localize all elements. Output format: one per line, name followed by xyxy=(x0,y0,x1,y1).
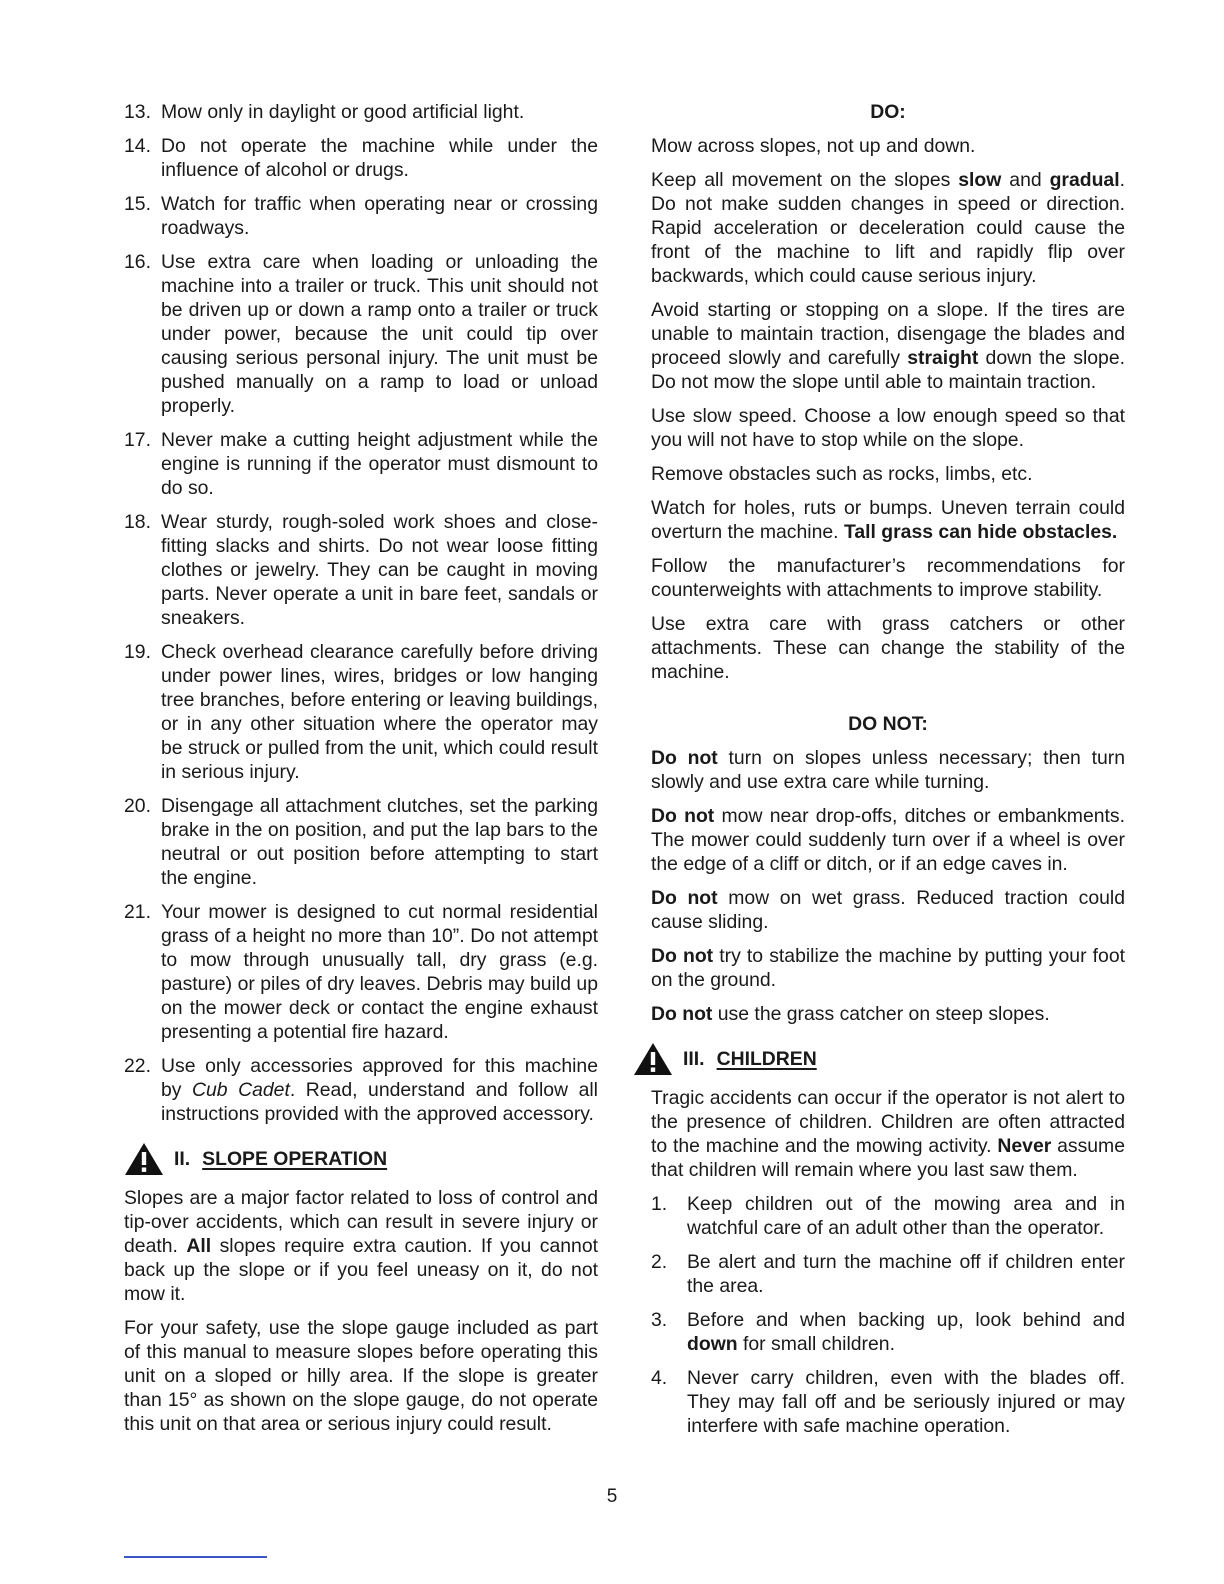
do-paragraph: Mow across slopes, not up and down. xyxy=(651,135,976,157)
list-item: 19. Check overhead clearance carefully before driving under power lines, wires, bridges or low hanging tree branches, before entering or leaving buildings, or in any other situation where the operator may be struck or pulled from the unit, which could result in serious injury. xyxy=(124,641,598,783)
do-not-heading: DO NOT: xyxy=(848,713,928,735)
do-not-paragraph: Do not mow on wet grass. Reduced traction could cause sliding. xyxy=(651,887,1125,933)
list-item: 1. Keep children out of the mowing area and in watchful care of an adult other than the operator. xyxy=(651,1193,1125,1239)
list-item: 16. Use extra care when loading or unloading the machine into a trailer or truck. This unit should not be driven up or down a ramp onto a trailer or truck under power, because the unit could tip over causing serious personal injury. The unit must be pushed manually on a ramp to load or unload properly. xyxy=(124,251,598,417)
list-item: 3. Before and when backing up, look behind and down for small children. xyxy=(651,1309,1125,1355)
list-item: 2. Be alert and turn the machine off if children enter the area. xyxy=(651,1251,1125,1297)
do-paragraph: Use slow speed. Choose a low enough speed so that you will not have to stop while on the slope. xyxy=(651,405,1125,451)
safety-rules-list xyxy=(124,100,598,1126)
list-item: 17. Never make a cutting height adjustment while the engine is running if the operator must dismount to do so. xyxy=(124,429,598,499)
footer-rule xyxy=(124,1556,267,1558)
section-title: CHILDREN xyxy=(716,1048,817,1070)
warning-icon xyxy=(124,1142,164,1176)
list-item: 13. Mow only in daylight or good artificial light. xyxy=(124,101,525,123)
section-heading-children: III. CHILDREN xyxy=(633,1042,1125,1076)
list-item: 22. Use only accessories approved for this machine by Cub Cadet. Read, understand and follow all instructions provided with the approved accessory. xyxy=(124,1055,598,1125)
do-paragraph: Keep all movement on the slopes slow and gradual. Do not make sudden changes in speed or direction. Rapid acceleration or deceleration could cause the front of the machine to lift and rapidly flip over backwards, which could cause serious injury. xyxy=(651,169,1125,287)
children-list xyxy=(651,1192,1125,1438)
do-not-paragraph: Do not turn on slopes unless necessary; then turn slowly and use extra care while turning. xyxy=(651,747,1125,793)
do-paragraph: Follow the manufacturer’s recommendations for counterweights with attachments to improve stability. xyxy=(651,555,1125,601)
list-item: 20. Disengage all attachment clutches, set the parking brake in the on position, and put the lap bars to the neutral or out position before attempting to start the engine. xyxy=(124,795,598,889)
do-paragraph: Avoid starting or stopping on a slope. If the tires are unable to maintain traction, disengage the blades and proceed slowly and carefully straight down the slope. Do not mow the slope until able to maintain traction. xyxy=(651,299,1125,393)
list-item: 18. Wear sturdy, rough-soled work shoes and close-fitting slacks and shirts. Do not wear loose fitting clothes or jewelry. They can be caught in moving parts. Never operate a unit in bare feet, sandals or sneakers. xyxy=(124,511,598,629)
do-not-paragraph: Do not mow near drop-offs, ditches or embankments. The mower could suddenly turn over if a wheel is over the edge of a cliff or ditch, or if an edge caves in. xyxy=(651,805,1125,875)
do-not-paragraph: Do not try to stabilize the machine by putting your foot on the ground. xyxy=(651,945,1125,991)
do-not-paragraph: Do not use the grass catcher on steep slopes. xyxy=(651,1003,1050,1025)
children-intro: Tragic accidents can occur if the operator is not alert to the presence of children. Children are often attracted to the machine and the mowing activity. Never assume that children will remain where you last saw them. xyxy=(651,1087,1125,1181)
do-paragraph: Watch for holes, ruts or bumps. Uneven terrain could overturn the machine. Tall grass can hide obstacles. xyxy=(651,497,1125,543)
slope-gauge-paragraph: For your safety, use the slope gauge included as part of this manual to measure slopes before operating this unit on a sloped or hilly area. If the slope is greater than 15° as shown on the slope gauge, do not operate this unit on that area or serious injury could result. xyxy=(124,1317,598,1435)
warning-icon xyxy=(633,1042,673,1076)
list-item: 4. Never carry children, even with the blades off. They may fall off and be seriously injured or may interfere with safe machine operation. xyxy=(651,1367,1125,1437)
slope-paragraph: Slopes are a major factor related to loss of control and tip-over accidents, which can result in severe injury or death. All slopes require extra caution. If you cannot back up the slope or if you feel uneasy on it, do not mow it. xyxy=(124,1187,598,1305)
do-heading: DO: xyxy=(870,101,906,123)
right-column xyxy=(651,100,1125,1448)
list-item: 21. Your mower is designed to cut normal residential grass of a height no more than 10”. Do not attempt to mow through unusually tall, dry grass (e.g. pasture) or piles of dry leaves. Debris may build up on the mower deck or contact the engine exhaust presenting a potential fire hazard. xyxy=(124,901,598,1043)
list-item: 14. Do not operate the machine while under the influence of alcohol or drugs. xyxy=(124,135,598,181)
list-item: 15. Watch for traffic when operating near or crossing roadways. xyxy=(124,193,598,239)
do-paragraph: Use extra care with grass catchers or other attachments. These can change the stability of the machine. xyxy=(651,613,1125,683)
do-paragraph: Remove obstacles such as rocks, limbs, etc. xyxy=(651,463,1033,485)
section-heading-slope-operation: II. SLOPE OPERATION xyxy=(124,1142,598,1176)
left-column xyxy=(124,100,598,1446)
section-title: SLOPE OPERATION xyxy=(202,1148,388,1170)
page-number: 5 xyxy=(606,1486,618,1507)
brand-name: Cub Cadet xyxy=(192,1079,290,1101)
